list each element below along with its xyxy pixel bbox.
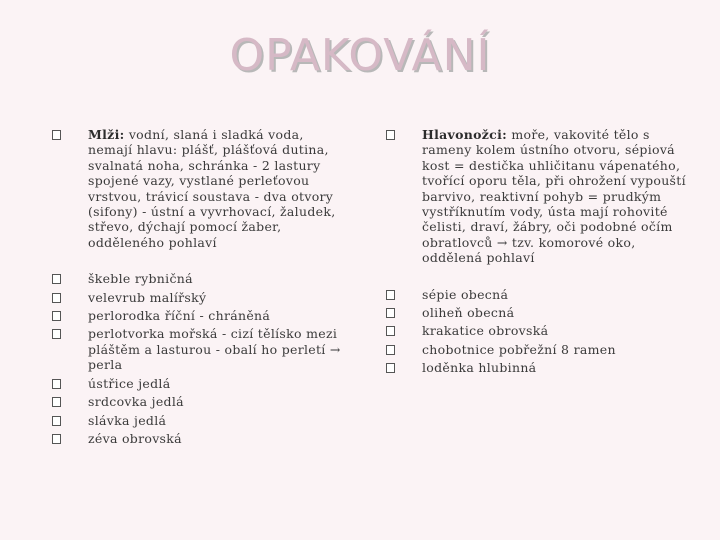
list-item [52,271,352,286]
bullet-box-icon [386,308,395,318]
item-text: oliheň obecná [422,305,515,321]
bullet-box-icon [52,130,61,140]
item-text: loděnka hlubinná [422,360,537,376]
slide-title: OPAKOVÁNÍ [229,30,491,81]
list-item [386,287,686,302]
list-item [52,394,352,409]
item-text: perlotvorka mořská - cizí tělísko mezi pláštěm a lasturou - obalí ho perletí → perla [88,326,341,373]
bullet-box-icon [52,434,61,444]
list-item [386,342,686,357]
item-text: škeble rybničná [88,271,193,287]
list-item [52,376,352,391]
list-item [386,323,686,338]
item-heading: Hlavonožci: [422,127,508,142]
bullet-box-icon [386,363,395,373]
item-text: vodní, slaná i sladká voda, nemají hlavu: plášť, plášťová dutina, svalnatá noha, schránka - 2 lastury spojené vazy, vystlané perleťovou vrstvou, trávicí soustava - dva otvory (sifony) - ústní a vyvrhovací, žaludek, střevo, dýchají pomocí žaber, odděleného pohlaví [88,127,336,250]
left-column [52,127,352,449]
item-text: chobotnice pobřežní 8 ramen [422,341,616,357]
bullet-box-icon [386,326,395,336]
bullet-box-icon [386,290,395,300]
list-item [52,308,352,323]
bullet-box-icon [52,293,61,303]
bullet-box-icon [52,274,61,284]
bullet-box-icon [52,329,61,339]
item-text: perlorodka říční - chráněná [88,308,271,324]
right-column [386,127,686,379]
item-text: krakatice obrovská [422,323,549,339]
list-item [386,305,686,320]
bullet-box-icon [52,311,61,321]
bullet-box-icon [52,416,61,426]
list-item [52,431,352,446]
list-item [52,413,352,428]
item-text: srdcovka jedlá [88,394,184,410]
bullet-box-icon [52,379,61,389]
bullet-box-icon [386,130,395,140]
item-text: velevrub malířský [88,289,207,305]
item-text: sépie obecná [422,286,509,302]
item-text: slávka jedlá [88,412,167,428]
list-item-mlzi [52,127,352,250]
list-item [386,360,686,375]
item-heading: Mlži: [88,127,125,142]
bullet-box-icon [52,397,61,407]
bullet-box-icon [386,345,395,355]
list-item-hlavonozci [386,127,686,266]
item-text: ústřice jedlá [88,375,171,391]
item-text: zéva obrovská [88,430,182,446]
list-item [52,326,352,372]
list-item [52,290,352,305]
item-text: moře, vakovité tělo s rameny kolem ústního otvoru, sépiová kost = destička uhličitanu vápenatého, tvořící oporu těla, při ohrožení vypouští barvivo, reaktivní pohyb = prudkým vystříknutím vody, ústa mají rohovité čelisti, draví, žábry, oči podobné očím obratlovců → tzv. komorové oko, oddělená pohlaví [422,127,686,266]
